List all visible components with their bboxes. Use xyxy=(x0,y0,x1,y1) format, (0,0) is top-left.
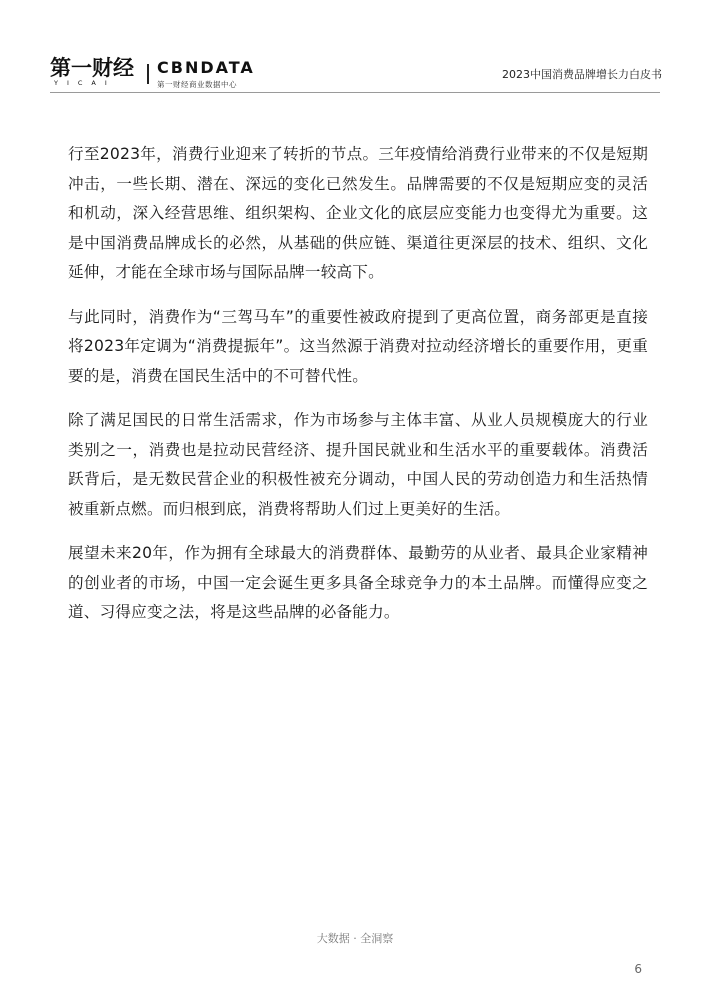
paragraph-1: 行至2023年，消费行业迎来了转折的节点。三年疫情给消费行业带来的不仅是短期冲击，一些长期、潜在、深远的变化已然发生。品牌需要的不仅是短期应变的灵活和机动，深入经营思维、组织架构、企业文化的底层应变能力也变得尤为重要。这是中国消费品牌成长的必然，从基础的供应链、渠道往更深层的技术、组织、文化延伸，才能在全球市场与国际品牌一较高下。 xyxy=(68,145,648,281)
paragraph-2: 与此同时，消费作为“三驾马车”的重要性被政府提到了更高位置，商务部更是直接将2023年定调为“消费提振年”。这当然源于消费对拉动经济增长的重要作用，更重要的是，消费在国民生活中的不可替代性。 xyxy=(68,307,648,385)
header-divider xyxy=(50,92,660,93)
yicai-logo-english: YICAI xyxy=(54,79,116,87)
page-header xyxy=(0,0,710,100)
logo-divider xyxy=(147,64,149,84)
cbndata-logo xyxy=(157,60,255,90)
page-number: 6 xyxy=(634,962,642,976)
paragraph-3: 除了满足国民的日常生活需求，作为市场参与主体丰富、从业人员规模庞大的行业类别之一，消费也是拉动民营经济、提升国民就业和生活水平的重要载体。消费活跃背后，是无数民营企业的积极性被充分调动，中国人民的劳动创造力和生活热情被重新点燃。而归根到底，消费将帮助人们过上更美好的生活。 xyxy=(68,411,648,518)
cbndata-logo-subtitle: 第一财经商业数据中心 xyxy=(157,80,237,89)
cbndata-logo-text: CBNDATA xyxy=(157,58,255,77)
footer-slogan: 大数据 · 全洞察 xyxy=(316,932,394,945)
paragraph-4: 展望未来20年，作为拥有全球最大的消费群体、最勤劳的从业者、最具企业家精神的创业者的市场，中国一定会诞生更多具备全球竞争力的本土品牌。而懂得应变之道、习得应变之法，将是这些品牌的必备能力。 xyxy=(68,544,648,621)
document-title: 2023中国消费品牌增长力白皮书 xyxy=(502,68,662,81)
body-text xyxy=(68,140,648,643)
yicai-logo xyxy=(50,57,134,87)
yicai-logo-chinese: 第一财经 xyxy=(50,56,134,80)
